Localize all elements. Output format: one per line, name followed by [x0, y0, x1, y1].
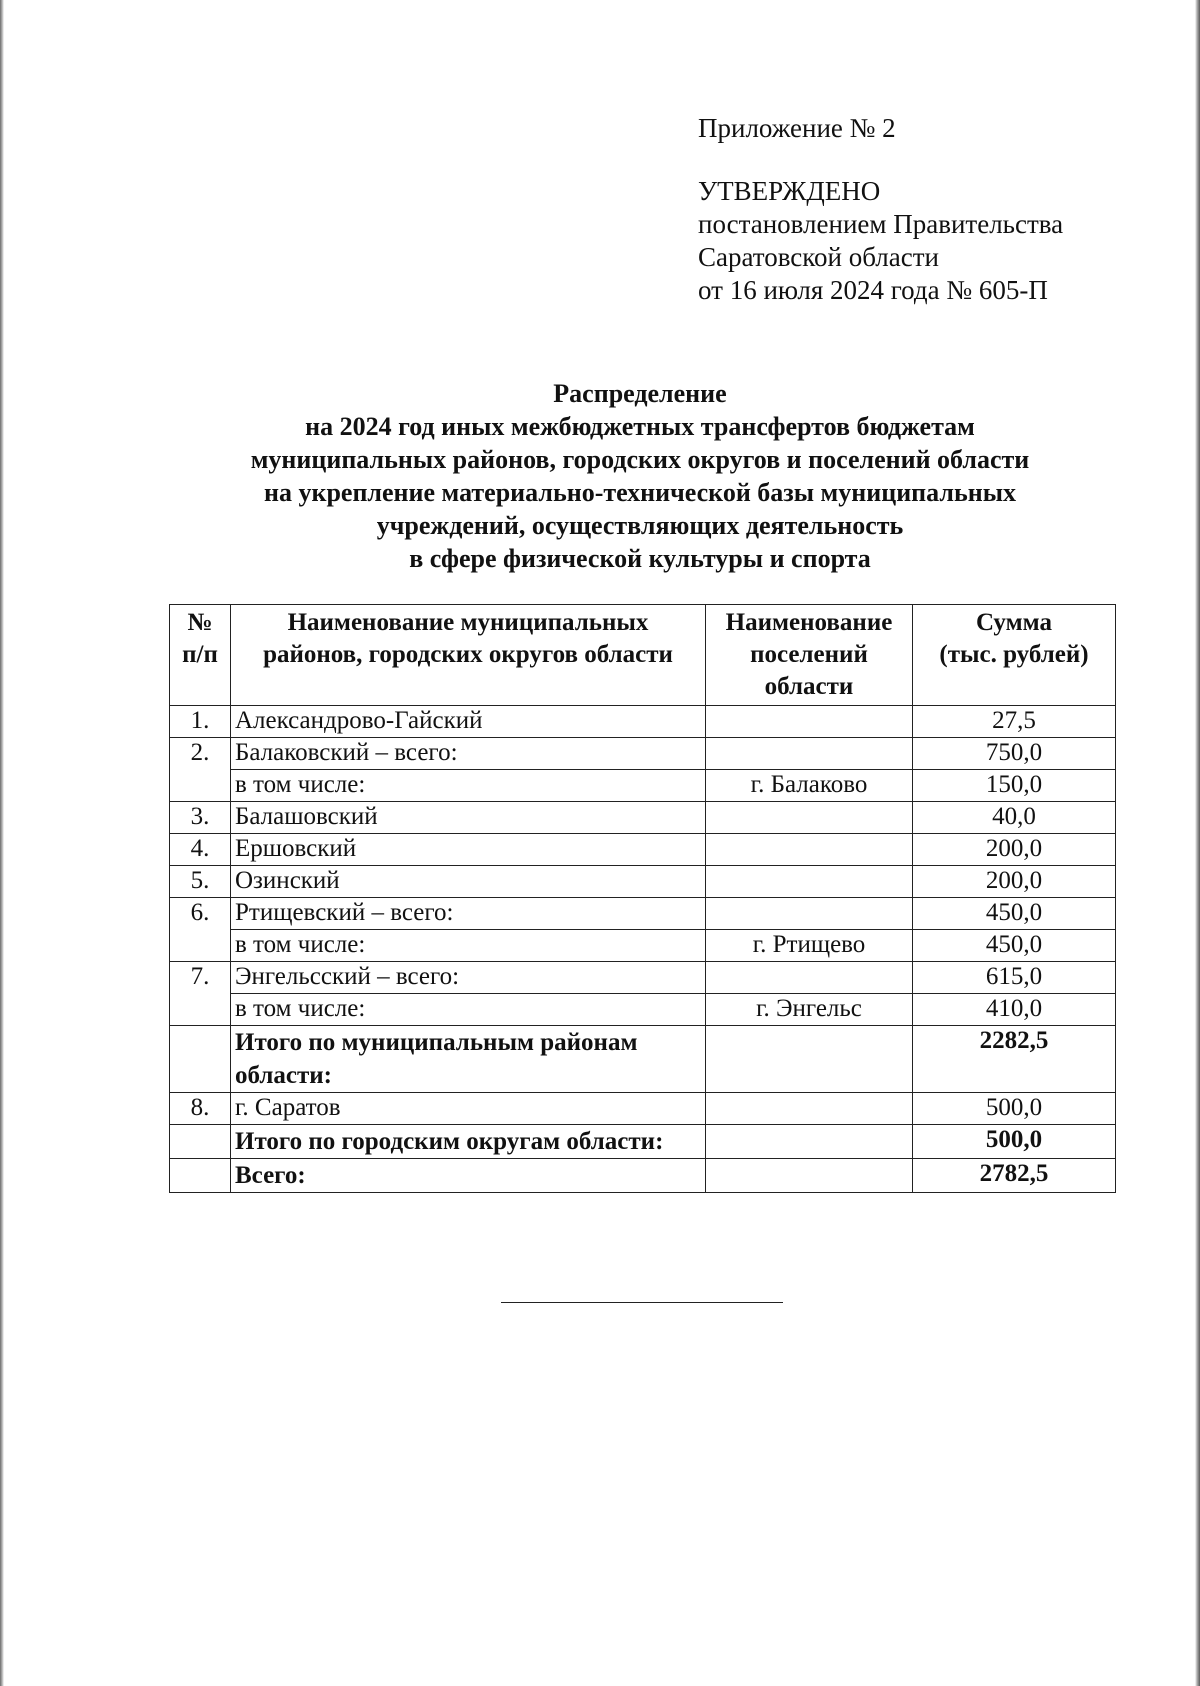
row-sum: 500,0: [913, 1125, 1116, 1159]
row-district: Балашовский: [231, 802, 706, 834]
title-line: в сфере физической культуры и спорта: [409, 544, 871, 573]
grand-total-row: [170, 1159, 1116, 1193]
header-text: Наименование: [725, 609, 893, 636]
table-row: [170, 1093, 1116, 1125]
row-settlement: [706, 866, 913, 898]
row-sum: 2782,5: [913, 1159, 1116, 1193]
scan-edge-left: [0, 0, 4, 1686]
row-settlement: [706, 1026, 913, 1093]
header-sum: [913, 605, 1116, 706]
row-district: Всего:: [231, 1159, 706, 1193]
approval-line: Саратовской области: [698, 242, 939, 272]
row-district: Ершовский: [231, 834, 706, 866]
table-row: [170, 994, 1116, 1026]
title-line: учреждений, осуществляющих деятельность: [376, 511, 904, 540]
row-sum: 410,0: [913, 994, 1116, 1026]
title-line: на 2024 год иных межбюджетных трансфертов бюджетам: [305, 412, 975, 441]
row-number: 3.: [170, 802, 231, 834]
row-number: 7.: [170, 962, 231, 994]
row-district: Озинский: [231, 866, 706, 898]
header-text: п/п: [182, 641, 218, 668]
header-text: поселений: [750, 641, 868, 668]
row-number: 6.: [170, 898, 231, 930]
approval-block: [698, 112, 1063, 307]
row-district: Итого по городским округам области:: [231, 1125, 706, 1159]
approval-date-line: от 16 июля 2024 года № 605-П: [698, 275, 1048, 305]
title-line: Распределение: [553, 379, 727, 408]
row-sum: 200,0: [913, 866, 1116, 898]
row-number: [170, 1125, 231, 1159]
row-district: Александрово-Гайский: [231, 706, 706, 738]
table-row: [170, 866, 1116, 898]
row-settlement: [706, 1125, 913, 1159]
header-settlement-name: [706, 605, 913, 706]
row-district: [231, 1026, 706, 1093]
table-row: [170, 802, 1116, 834]
row-settlement: г. Балаково: [706, 770, 913, 802]
row-sum: 615,0: [913, 962, 1116, 994]
row-number: 5.: [170, 866, 231, 898]
row-sum: 500,0: [913, 1093, 1116, 1125]
row-district: г. Саратов: [231, 1093, 706, 1125]
row-number: 8.: [170, 1093, 231, 1125]
row-sum: 450,0: [913, 898, 1116, 930]
table-row: [170, 834, 1116, 866]
header-district-name: [231, 605, 706, 706]
row-district: Энгельсский – всего:: [231, 962, 706, 994]
table-row: [170, 738, 1116, 770]
row-sum: 450,0: [913, 930, 1116, 962]
header-text: районов, городских округов области: [263, 641, 673, 668]
table-row: [170, 706, 1116, 738]
document-title: [130, 377, 1150, 575]
row-sum: 27,5: [913, 706, 1116, 738]
row-number: 2.: [170, 738, 231, 770]
row-number: 4.: [170, 834, 231, 866]
header-text: №: [187, 609, 213, 636]
approval-line: постановлением Правительства: [698, 209, 1064, 239]
header-text: Сумма: [976, 609, 1052, 636]
row-settlement: [706, 898, 913, 930]
row-sum: 750,0: [913, 738, 1116, 770]
subtotal-label-line: Итого по муниципальным районам: [235, 1029, 638, 1056]
row-sum: 40,0: [913, 802, 1116, 834]
table-row: [170, 770, 1116, 802]
row-district: в том числе:: [231, 770, 706, 802]
header-text: Наименование муниципальных: [287, 609, 649, 636]
subtotal-districts-row: [170, 1026, 1116, 1093]
row-number: [170, 1159, 231, 1193]
row-settlement: г. Ртищево: [706, 930, 913, 962]
subtotal-label-line: области:: [235, 1062, 333, 1089]
approved-label: УТВЕРЖДЕНО: [698, 176, 881, 206]
row-district: в том числе:: [231, 994, 706, 1026]
row-settlement: [706, 1159, 913, 1193]
distribution-table: [169, 604, 1116, 1193]
row-settlement: [706, 706, 913, 738]
row-number: [170, 930, 231, 962]
row-settlement: г. Энгельс: [706, 994, 913, 1026]
header-number: [170, 605, 231, 706]
row-settlement: [706, 738, 913, 770]
header-text: области: [764, 673, 854, 700]
table-row: [170, 930, 1116, 962]
row-sum: 150,0: [913, 770, 1116, 802]
row-number: 1.: [170, 706, 231, 738]
row-settlement: [706, 962, 913, 994]
header-text: (тыс. рублей): [939, 641, 1089, 668]
row-district: в том числе:: [231, 930, 706, 962]
closing-line: [501, 1302, 783, 1303]
table-row: [170, 898, 1116, 930]
appendix-label: Приложение № 2: [698, 113, 896, 143]
row-number: [170, 994, 231, 1026]
title-line: на укрепление материально-технической базы муниципальных: [263, 478, 1017, 507]
title-line: муниципальных районов, городских округов и поселений области: [250, 445, 1030, 474]
subtotal-city-districts-row: [170, 1125, 1116, 1159]
row-district: Ртищевский – всего:: [231, 898, 706, 930]
scan-edge-right: [1195, 0, 1200, 1686]
row-sum: 200,0: [913, 834, 1116, 866]
row-settlement: [706, 802, 913, 834]
table-header-row: [170, 605, 1116, 706]
row-number: [170, 1026, 231, 1093]
row-number: [170, 770, 231, 802]
row-district: Балаковский – всего:: [231, 738, 706, 770]
table-row: [170, 962, 1116, 994]
row-settlement: [706, 1093, 913, 1125]
row-settlement: [706, 834, 913, 866]
row-sum: 2282,5: [913, 1026, 1116, 1093]
